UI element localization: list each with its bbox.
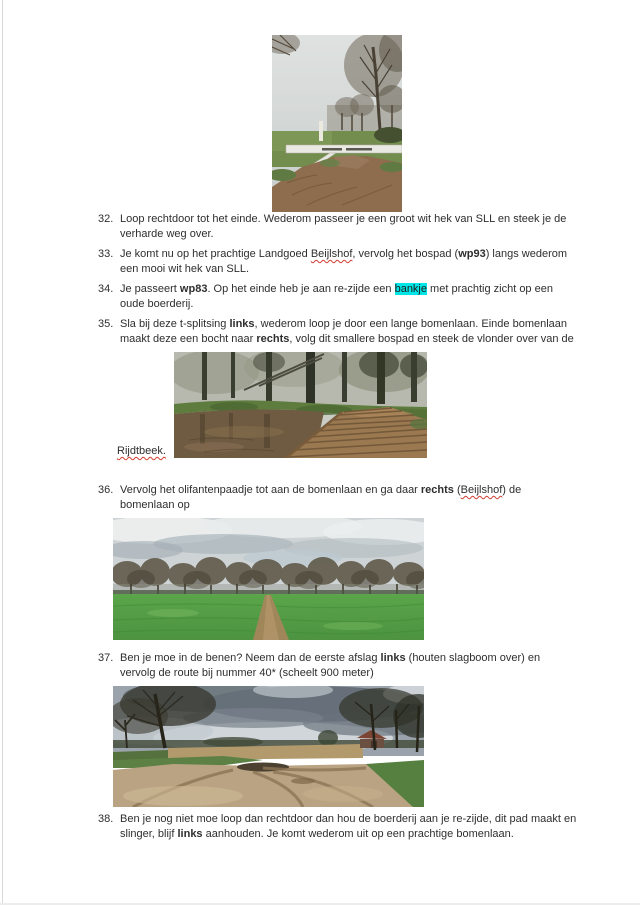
item-text bbox=[120, 212, 578, 242]
list-item-34 bbox=[98, 282, 578, 312]
item-number: 32. bbox=[98, 213, 114, 225]
direction-word: links bbox=[177, 828, 203, 840]
text-segment: , wederom loop je door een lange bomenlaan. Einde bomenlaan maakt deze een bocht naar bbox=[120, 318, 568, 345]
text-segment: , volg dit smallere bospad en steek de vlonder over van de bbox=[289, 333, 574, 345]
text-segment: Ben je moe in de benen? Neem dan de eerste afslag bbox=[120, 652, 381, 664]
text-segment: (houten slagboom over) en vervolg de route bij nummer 40* (scheelt 900 meter) bbox=[120, 652, 541, 679]
text-segment: . Op het einde heb je aan re-zijde een bbox=[207, 283, 395, 295]
direction-word: rechts bbox=[256, 333, 290, 345]
stream-name-caption: Rijdtbeek. bbox=[117, 445, 166, 457]
item-number: 36. bbox=[98, 484, 114, 496]
image-line-vlonder bbox=[117, 352, 578, 458]
misspelled-word: Beijlshof bbox=[460, 484, 503, 496]
misspelled-word: Beijlshof bbox=[310, 248, 353, 260]
text-segment: Sla bij deze t-splitsing bbox=[120, 318, 230, 330]
waypoint-label: wp83 bbox=[179, 283, 208, 295]
item-number: 34. bbox=[98, 283, 114, 295]
list-item-35 bbox=[98, 317, 578, 347]
list-item-38 bbox=[98, 812, 578, 842]
direction-word: rechts bbox=[420, 484, 454, 496]
page-edge-line bbox=[2, 0, 3, 905]
text-segment: met prachtig zicht op een oude boerderij. bbox=[120, 283, 553, 310]
text-segment: aanhouden. Je komt wederom uit op een prachtige bomenlaan. bbox=[202, 828, 514, 840]
photo-meadow-tree-line bbox=[113, 518, 424, 640]
text-segment: Ben je nog niet moe loop dan rechtdoor dan hou de boerderij aan je re-zijde, dit pad maakt en slinger, blijf bbox=[120, 813, 577, 840]
photo-boardwalk-stream bbox=[174, 352, 427, 458]
item-text bbox=[120, 247, 578, 277]
list-item-33 bbox=[98, 247, 578, 277]
text-segment: Loop rechtdoor tot het einde. Wederom passeer je een groot wit hek van SLL en steek je de verharde weg over. bbox=[120, 213, 567, 240]
text-segment: ) de bomenlaan op bbox=[120, 484, 522, 511]
list-item-32 bbox=[98, 212, 578, 242]
item-text bbox=[120, 317, 578, 347]
text-segment: Je komt nu op het prachtige Landgoed bbox=[120, 248, 311, 260]
item-text bbox=[120, 812, 578, 842]
text-segment: , vervolg het bospad ( bbox=[352, 248, 459, 260]
text-segment: Je passeert bbox=[120, 283, 180, 295]
direction-word: links bbox=[229, 318, 255, 330]
item-number: 35. bbox=[98, 318, 114, 330]
waypoint-label: wp93 bbox=[458, 248, 486, 260]
text-segment: ) langs wederom een mooi wit hek van SLL. bbox=[120, 248, 568, 275]
photo-farm-dirt-road bbox=[113, 686, 424, 807]
item-number: 33. bbox=[98, 248, 114, 260]
item-number: 38. bbox=[98, 813, 114, 825]
item-text bbox=[120, 483, 578, 513]
highlighted-word: bankje bbox=[394, 283, 427, 295]
list-item-37 bbox=[98, 651, 578, 681]
item-text bbox=[120, 651, 578, 681]
text-segment: ( bbox=[453, 484, 461, 496]
item-text bbox=[120, 282, 578, 312]
list-item-36 bbox=[98, 483, 578, 513]
text-segment: Vervolg het olifantenpaadje tot aan de bomenlaan en ga daar bbox=[120, 484, 421, 496]
instruction-list bbox=[98, 212, 578, 847]
item-number: 37. bbox=[98, 652, 114, 664]
photo-white-gate-field bbox=[272, 35, 402, 212]
direction-word: links bbox=[380, 652, 406, 664]
